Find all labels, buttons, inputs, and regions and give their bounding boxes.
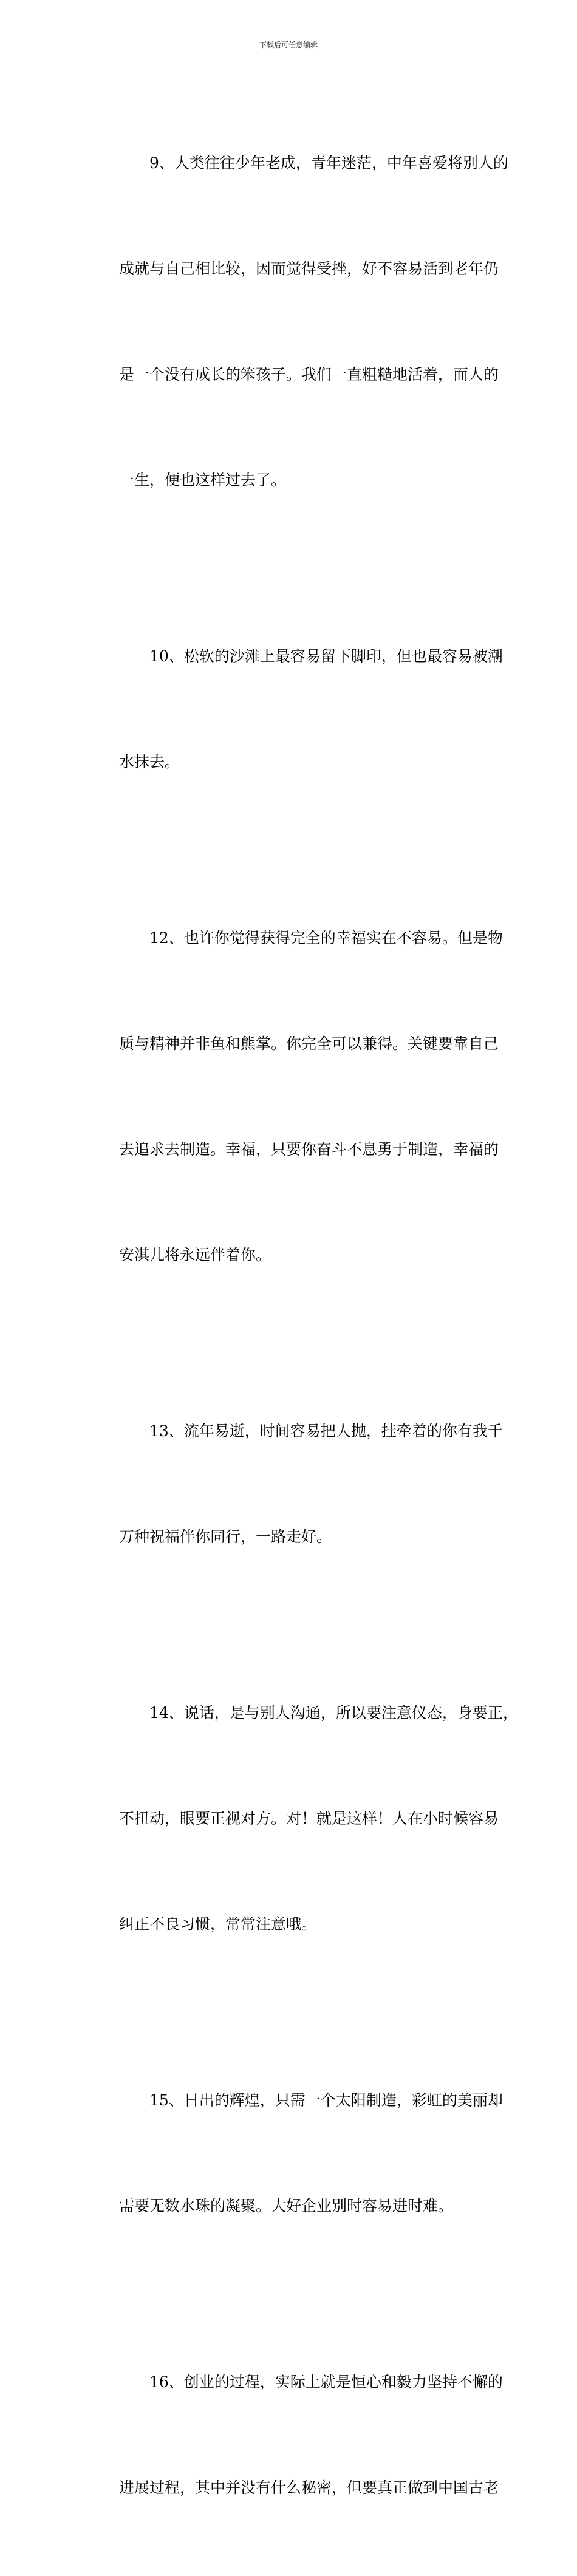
paragraph-10 [89, 568, 503, 850]
paragraph-line: 13、流年易逝，时间容易把人抛，挂牵着的你有我千 [149, 1422, 503, 1440]
paragraph-line: 9、人类往往少年老成，青年迷茫，中年喜爱将别人的 [149, 154, 508, 172]
paragraph-line: 是一个没有成长的笨孩子。我们一直粗糙地活着，而人的 [119, 366, 499, 383]
paragraph-line: 需要无数水珠的凝聚。大好企业别时容易进时难。 [119, 2197, 454, 2215]
paragraph-line: 万种祝福伴你同行，一路走好。 [119, 1528, 332, 1545]
paragraph-line: 10、松软的沙滩上最容易留下脚印，但也最容易被潮 [149, 647, 503, 665]
paragraph-line: 16、创业的过程，实际上就是恒心和毅力坚持不懈的 [149, 2373, 503, 2391]
paragraph-line: 进展过程，其中并没有什么秘密，但要真正做到中国古老 [119, 2479, 499, 2496]
page-header: 下载后可任意编辑 [259, 41, 318, 49]
paragraph-line: 质与精神并非鱼和熊掌。你完全可以兼得。关键要靠自己 [119, 1035, 499, 1052]
paragraph-line: 12、也许你觉得获得完全的幸福实在不容易。但是物 [149, 929, 503, 947]
paragraph-13 [89, 1343, 503, 1625]
paragraph-line: 安淇儿将永远伴着你。 [119, 1246, 271, 1264]
paragraph-line: 不扭动，眼要正视对方。对！就是这样！人在小时候容易 [119, 1810, 499, 1827]
paragraph-line: 水抹去。 [119, 753, 180, 771]
paragraph-9 [89, 75, 508, 568]
paragraph-line: 去追求去制造。幸福，只要你奋斗不息勇于制造，幸福的 [119, 1140, 499, 1158]
paragraph-line: 成就与自己相比较，因而觉得受挫，好不容易活到老年仍 [119, 260, 499, 278]
paragraph-line: 15、日出的辉煌，只需一个太阳制造，彩虹的美丽却 [149, 2091, 503, 2109]
paragraph-14 [89, 1625, 518, 2012]
paragraph-12 [89, 850, 503, 1343]
document-body [89, 75, 518, 2576]
paragraph-15 [89, 2012, 503, 2294]
paragraph-line: 一生，便也这样过去了。 [119, 471, 287, 489]
paragraph-line: 14、说话，是与别人沟通，所以要注意仪态，身要正， [149, 1704, 518, 1722]
paragraph-line: 纠正不良习惯，常常注意哦。 [119, 1915, 317, 1933]
paragraph-16 [89, 2294, 503, 2576]
